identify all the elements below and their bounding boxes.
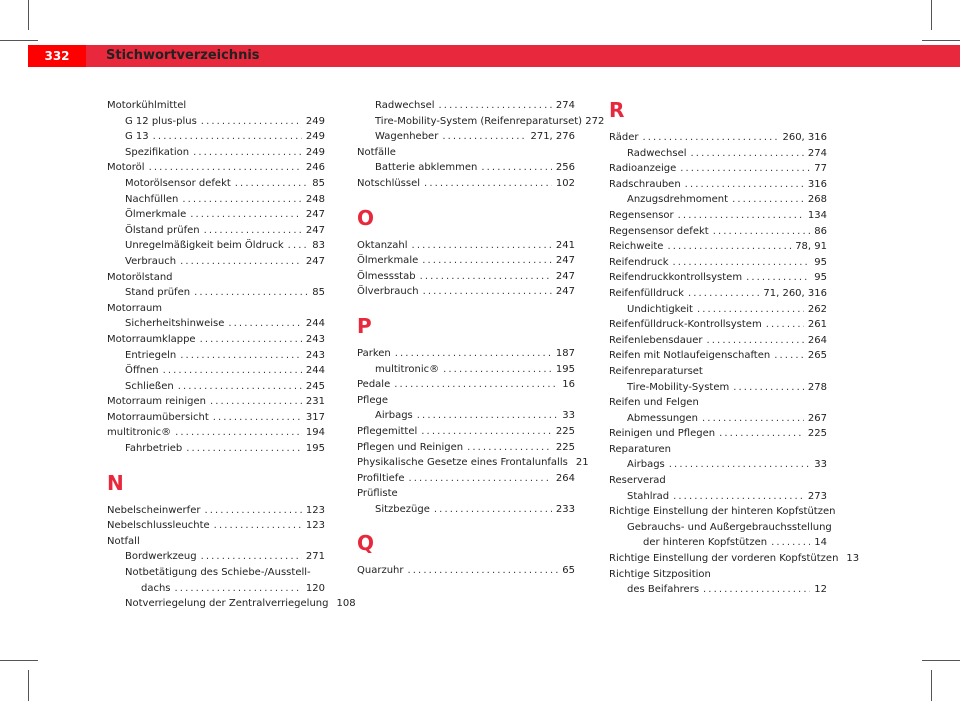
page-reference: 261: [807, 319, 827, 331]
page-reference: 249: [305, 115, 325, 127]
index-heading: Richtige Einstellung der hinteren Kopfstützen: [609, 506, 836, 518]
leader-dots: [697, 302, 804, 318]
leader-dots: [420, 269, 552, 285]
page-reference: 95: [814, 272, 827, 284]
index-subentry: [107, 207, 325, 223]
leader-dots: [774, 348, 804, 364]
index-column-3: [609, 98, 860, 598]
index-heading: Motorraum: [107, 302, 163, 314]
leader-dots: [434, 502, 552, 518]
index-subentry: [609, 489, 827, 505]
index-entry: [357, 471, 575, 487]
page-reference: 78, 91: [795, 241, 827, 253]
page-reference: 120: [305, 582, 325, 594]
leader-dots: [153, 129, 302, 145]
leader-dots: [412, 238, 552, 254]
leader-dots: [180, 348, 302, 364]
crop-mark: [922, 660, 960, 661]
index-entry: [609, 161, 827, 177]
page-reference: 134: [807, 209, 827, 221]
page-reference: 33: [562, 410, 575, 422]
leader-dots: [691, 146, 804, 162]
entry-label: multitronic®: [107, 427, 172, 439]
index-subentry: [107, 223, 325, 239]
leader-dots: [673, 255, 811, 271]
leader-dots: [200, 332, 302, 348]
page-reference: 317: [305, 411, 325, 423]
page-reference: 262: [807, 303, 827, 315]
page-reference: 274: [555, 100, 575, 111]
page-reference: 195: [555, 363, 575, 375]
page-reference: 271, 276: [530, 131, 575, 143]
entry-label: Sitzbezüge: [375, 503, 430, 515]
leader-dots: [667, 239, 791, 255]
page-reference: 248: [305, 193, 325, 205]
index-subentry: [107, 114, 325, 130]
leader-dots: [194, 285, 308, 301]
entry-label: Tire-Mobility-System: [627, 381, 730, 393]
index-heading: Reserverad: [609, 475, 666, 487]
index-heading: Motorölstand: [107, 271, 173, 283]
entry-label: Radschrauben: [609, 178, 681, 190]
index-subentry: [357, 129, 575, 145]
entry-label: Öffnen: [125, 365, 159, 377]
index-entry: [107, 160, 325, 176]
page-reference: 225: [555, 441, 575, 453]
page-reference: 247: [555, 255, 575, 267]
leader-dots: [201, 549, 302, 565]
leader-dots: [424, 176, 552, 192]
index-entry: [609, 130, 827, 146]
entry-label: Wagenheber: [375, 131, 439, 143]
leader-dots: [442, 129, 526, 145]
leader-dots: [669, 457, 811, 473]
index-entry: [609, 551, 860, 567]
entry-label: Reifenfülldruck-Kontrollsystem: [609, 319, 762, 331]
page-reference: 246: [305, 162, 325, 174]
index-subentry: [357, 160, 575, 176]
entry-label: Regensensor defekt: [609, 225, 709, 237]
page-reference: 247: [555, 270, 575, 282]
page-reference: 95: [814, 256, 827, 268]
index-subentry: [357, 98, 575, 114]
page-reference: 71, 260, 316: [763, 287, 827, 299]
index-entry: [357, 176, 575, 192]
index-subentry: [107, 581, 325, 597]
leader-dots: [771, 535, 810, 551]
index-column-1: [107, 98, 356, 612]
index-entry: [107, 410, 325, 426]
entry-label: Ölmerkmale: [357, 255, 419, 267]
section-letter: O: [357, 205, 375, 230]
leader-dots: [213, 410, 302, 426]
leader-dots: [439, 98, 552, 114]
entry-label: Reifenlebensdauer: [609, 334, 703, 346]
leader-dots: [423, 284, 552, 300]
leader-dots: [678, 208, 804, 224]
page-reference: 247: [555, 286, 575, 298]
entry-label: Pflegen und Reinigen: [357, 441, 464, 453]
crop-mark: [931, 0, 932, 30]
leader-dots: [186, 441, 302, 457]
section-letter: Q: [357, 531, 375, 556]
page-reference: 12: [814, 584, 827, 596]
entry-label: Radioanzeige: [609, 163, 677, 175]
index-entry: [107, 394, 325, 410]
entry-label: Reifendruckkontrollsystem: [609, 272, 743, 284]
entry-label: Motorraum reinigen: [107, 396, 206, 408]
page-reference: 225: [807, 428, 827, 440]
page-reference: 86: [814, 225, 827, 237]
leader-dots: [407, 563, 558, 579]
page-title: Stichwortverzeichnis: [106, 48, 260, 63]
index-entry: [609, 208, 827, 224]
index-entry: [357, 269, 575, 285]
index-subentry: [357, 502, 575, 518]
index-heading: Notfall: [107, 535, 140, 547]
entry-label: Nebelschlussleuchte: [107, 520, 210, 532]
page-reference: 13: [846, 553, 860, 565]
leader-dots: [180, 254, 302, 270]
page-reference: 278: [807, 381, 827, 393]
index-heading: Pflege: [357, 394, 388, 406]
index-subentry: [107, 285, 325, 301]
entry-label: Schließen: [125, 380, 174, 392]
index-heading: Notfälle: [357, 146, 396, 158]
index-entry: [609, 426, 827, 442]
entry-label: Ölstand prüfen: [125, 224, 200, 236]
leader-dots: [201, 114, 302, 130]
page-reference: 271: [305, 551, 325, 563]
entry-label: Entriegeln: [125, 349, 177, 361]
index-subentry: [609, 146, 827, 162]
leader-dots: [214, 518, 302, 534]
leader-dots: [235, 176, 308, 192]
entry-label: Ölmerkmale: [125, 209, 187, 221]
page-reference: 33: [814, 459, 827, 471]
section-letter: N: [107, 470, 124, 495]
entry-label: Undichtigkeit: [627, 303, 693, 315]
page-reference: 108: [336, 598, 356, 610]
entry-label: des Beifahrers: [627, 584, 700, 596]
index-entry: [609, 177, 827, 193]
index-entry: [107, 332, 325, 348]
leader-dots: [481, 160, 552, 176]
index-subentry: [107, 379, 325, 395]
page-reference: 65: [562, 565, 575, 577]
index-subentry: [609, 192, 827, 208]
entry-label: Unregelmäßigkeit beim Öldruck: [125, 240, 284, 252]
page-reference: 244: [305, 365, 325, 377]
index-entry: [609, 255, 827, 271]
entry-label: Abmessungen: [627, 412, 699, 424]
entry-label: Radwechsel: [375, 100, 435, 111]
page-reference: 123: [305, 504, 325, 516]
page-reference: 274: [807, 147, 827, 159]
page-reference: 245: [305, 380, 325, 392]
entry-label: Anzugsdrehmoment: [627, 194, 729, 206]
page-reference: 264: [555, 472, 575, 484]
page-reference: 194: [305, 427, 325, 439]
leader-dots: [178, 379, 302, 395]
leader-dots: [766, 317, 804, 333]
index-subheading: Gebrauchs- und Außergebrauchsstellung: [627, 521, 832, 533]
index-entry: [357, 424, 575, 440]
index-entry: [357, 377, 575, 393]
entry-label: Fahrbetrieb: [125, 443, 183, 455]
leader-dots: [422, 253, 552, 269]
index-subentry: [107, 192, 325, 208]
index-subheading: Tire-Mobility-System (Reifenreparaturset) 272: [375, 115, 605, 127]
leader-dots: [746, 270, 810, 286]
entry-label: Bordwerkzeug: [125, 551, 197, 563]
page-reference: 77: [814, 163, 827, 175]
leader-dots: [394, 377, 558, 393]
index-subentry: [107, 316, 325, 332]
page-reference: 247: [305, 255, 325, 267]
page-reference: 243: [305, 333, 325, 345]
index-heading: Motorkühlmittel: [107, 100, 187, 111]
leader-dots: [175, 581, 302, 597]
entry-label: Stand prüfen: [125, 287, 191, 299]
leader-dots: [642, 130, 778, 146]
crop-mark: [0, 660, 38, 661]
leader-dots: [702, 411, 804, 427]
page-reference: 85: [312, 287, 325, 299]
leader-dots: [673, 489, 804, 505]
leader-dots: [443, 362, 552, 378]
page-reference: 265: [807, 350, 827, 362]
leader-dots: [421, 424, 552, 440]
index-entry: [609, 348, 827, 364]
entry-label: Richtige Einstellung der vorderen Kopfstützen: [609, 553, 839, 565]
index-heading: Reparaturen: [609, 443, 672, 455]
index-entry: [107, 425, 325, 441]
entry-label: Notverriegelung der Zentralverriegelung: [125, 598, 329, 610]
leader-dots: [733, 380, 804, 396]
entry-label: Stahlrad: [627, 490, 670, 502]
crop-mark: [931, 670, 932, 701]
index-entry: [357, 238, 575, 254]
index-subentry: [107, 145, 325, 161]
entry-label: Verbrauch: [125, 255, 177, 267]
page-reference: 83: [312, 240, 325, 252]
page-reference: 244: [305, 318, 325, 330]
page-reference: 243: [305, 349, 325, 361]
page-reference: 195: [305, 443, 325, 455]
entry-label: Nebelscheinwerfer: [107, 504, 201, 516]
page-reference: 264: [807, 334, 827, 346]
section-letter: P: [357, 313, 372, 338]
index-entry: [609, 333, 827, 349]
index-subentry: [609, 457, 827, 473]
page-reference: 21: [575, 457, 589, 469]
entry-label: dachs: [141, 582, 171, 594]
entry-label: Pflegemittel: [357, 425, 418, 437]
page-reference: 249: [305, 146, 325, 158]
leader-dots: [149, 160, 302, 176]
leader-dots: [732, 192, 804, 208]
entry-label: Spezifikation: [125, 146, 190, 158]
entry-label: Reichweite: [609, 241, 664, 253]
index-subentry: [107, 596, 356, 612]
entry-label: Ölverbrauch: [357, 286, 419, 298]
page-reference: 102: [555, 177, 575, 189]
leader-dots: [182, 192, 302, 208]
index-entry: [609, 224, 827, 240]
leader-dots: [210, 394, 302, 410]
page-reference: 241: [555, 239, 575, 251]
index-heading: Reifenreparaturset: [609, 365, 703, 377]
index-heading: Richtige Sitzposition: [609, 568, 711, 580]
index-entry: [609, 270, 827, 286]
page-reference: 256: [555, 162, 575, 174]
index-entry: [357, 284, 575, 300]
entry-label: Motorölsensor defekt: [125, 177, 231, 189]
index-subentry: [107, 254, 325, 270]
index-entry: [107, 503, 325, 519]
page-reference: 14: [814, 537, 827, 549]
entry-label: Nachfüllen: [125, 193, 179, 205]
index-subentry: [609, 411, 827, 427]
leader-dots: [713, 224, 811, 240]
leader-dots: [467, 440, 552, 456]
index-column-2: [357, 98, 605, 579]
leader-dots: [190, 207, 302, 223]
entry-label: Airbags: [627, 459, 665, 471]
index-subentry: [107, 238, 325, 254]
index-heading: Prüfliste: [357, 488, 398, 500]
index-subentry: [357, 408, 575, 424]
entry-label: Reifenfülldruck: [609, 287, 684, 299]
entry-label: G 13: [125, 131, 149, 143]
entry-label: Radwechsel: [627, 147, 687, 159]
entry-label: Regensensor: [609, 209, 674, 221]
index-subentry: [357, 362, 575, 378]
page-reference: 231: [305, 396, 325, 408]
page-reference: 268: [807, 194, 827, 206]
leader-dots: [707, 333, 804, 349]
leader-dots: [204, 503, 301, 519]
leader-dots: [175, 425, 302, 441]
index-subheading: Notbetätigung des Schiebe-/Ausstell-: [125, 567, 311, 579]
index-subentry: [107, 176, 325, 192]
entry-label: G 12 plus-plus: [125, 115, 197, 127]
index-subentry: [107, 363, 325, 379]
entry-label: der hinteren Kopfstützen: [643, 537, 768, 549]
leader-dots: [408, 471, 551, 487]
page-number: 332: [44, 49, 70, 63]
index-entry: [357, 455, 589, 471]
leader-dots: [685, 177, 804, 193]
index-entry: [357, 253, 575, 269]
page-reference: 267: [807, 412, 827, 424]
index-subentry: [107, 441, 325, 457]
leader-dots: [703, 582, 810, 598]
entry-label: Profiltiefe: [357, 472, 405, 484]
entry-label: Reinigen und Pflegen: [609, 428, 716, 440]
page-reference: 85: [312, 177, 325, 189]
index-subentry: [107, 549, 325, 565]
page-reference: 260, 316: [782, 132, 827, 143]
crop-mark: [28, 670, 29, 701]
index-entry: [357, 346, 575, 362]
leader-dots: [680, 161, 810, 177]
entry-label: Räder: [609, 132, 639, 143]
leader-dots: [228, 316, 302, 332]
index-entry: [609, 286, 827, 302]
page-reference: 316: [807, 178, 827, 190]
entry-label: Quarzuhr: [357, 565, 404, 577]
page-reference: 225: [555, 425, 575, 437]
entry-label: Reifen mit Notlaufeigenschaften: [609, 350, 771, 362]
crop-mark: [28, 0, 29, 30]
leader-dots: [395, 346, 552, 362]
leader-dots: [288, 238, 309, 254]
crop-mark: [0, 40, 38, 41]
entry-label: Oktanzahl: [357, 239, 408, 251]
entry-label: Parken: [357, 347, 391, 359]
leader-dots: [688, 286, 759, 302]
leader-dots: [417, 408, 559, 424]
page-reference: 273: [807, 490, 827, 502]
entry-label: Reifendruck: [609, 256, 669, 268]
entry-label: Pedale: [357, 379, 391, 391]
page-reference: 247: [305, 209, 325, 221]
entry-label: Physikalische Gesetze eines Frontalunfalls: [357, 457, 568, 469]
index-subentry: [609, 535, 827, 551]
page-reference: 249: [305, 131, 325, 143]
entry-label: Motorraumübersicht: [107, 411, 209, 423]
page-reference: 16: [562, 379, 575, 391]
entry-label: Motoröl: [107, 162, 145, 174]
index-entry: [357, 440, 575, 456]
page-reference: 233: [555, 503, 575, 515]
entry-label: Batterie abklemmen: [375, 162, 478, 174]
index-entry: [609, 317, 827, 333]
page-reference: 123: [305, 520, 325, 532]
page-reference: 247: [305, 224, 325, 236]
section-letter: R: [609, 98, 625, 122]
leader-dots: [204, 223, 302, 239]
leader-dots: [193, 145, 302, 161]
leader-dots: [163, 363, 302, 379]
entry-label: Sicherheitshinweise: [125, 318, 225, 330]
index-entry: [107, 518, 325, 534]
entry-label: multitronic®: [375, 363, 440, 375]
index-subentry: [609, 380, 827, 396]
index-heading: Reifen und Felgen: [609, 397, 699, 409]
leader-dots: [719, 426, 804, 442]
entry-label: Ölmessstab: [357, 270, 416, 282]
index-entry: [609, 239, 827, 255]
index-subentry: [609, 302, 827, 318]
index-subentry: [609, 582, 827, 598]
entry-label: Motorraumklappe: [107, 333, 196, 345]
index-subentry: [107, 129, 325, 145]
index-entry: [357, 563, 575, 579]
crop-mark: [922, 40, 960, 41]
page-reference: 187: [555, 347, 575, 359]
entry-label: Notschlüssel: [357, 177, 421, 189]
index-subentry: [107, 348, 325, 364]
entry-label: Airbags: [375, 410, 413, 422]
